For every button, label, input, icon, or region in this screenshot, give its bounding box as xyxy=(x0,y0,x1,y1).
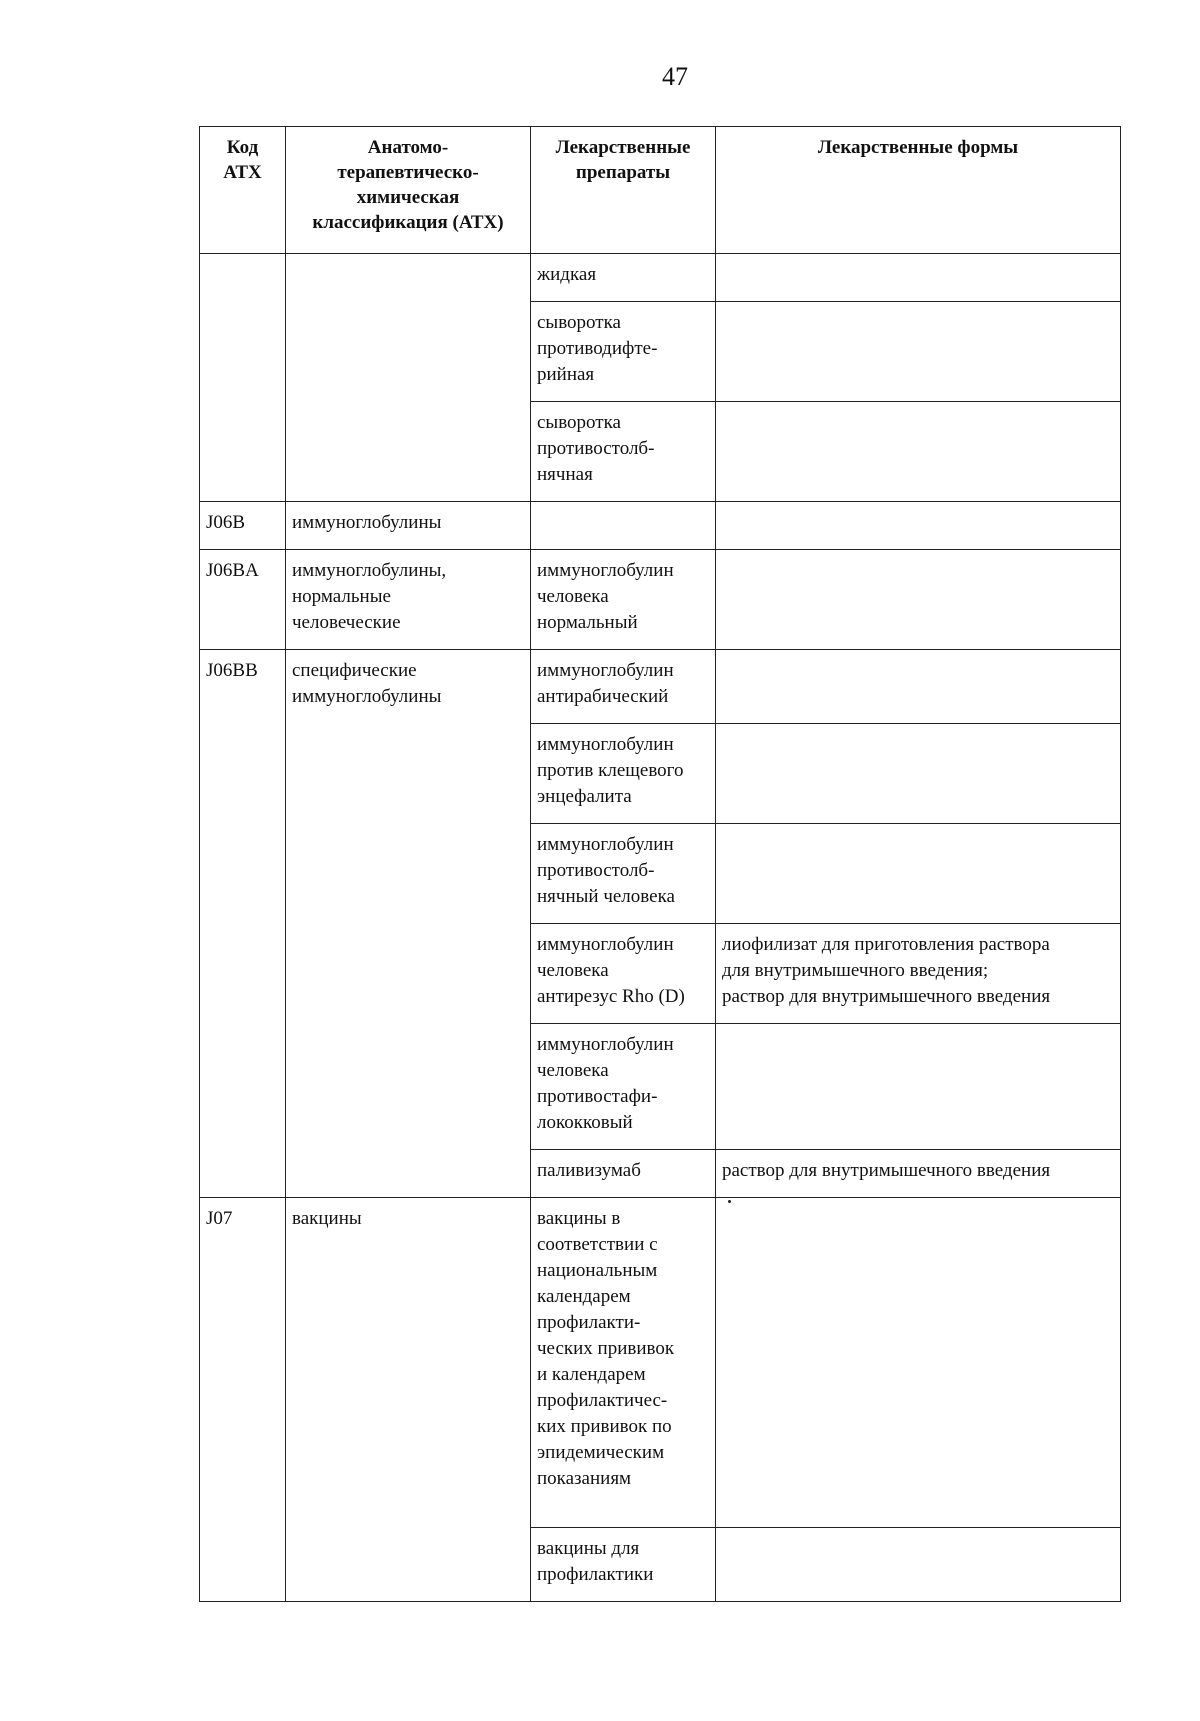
classification-cell: иммуноглобулины xyxy=(286,502,531,550)
page-number: 47 xyxy=(662,62,688,91)
drug-cell: паливизумаб xyxy=(531,1150,716,1198)
classification-cell: специфические иммуноглобулины xyxy=(286,650,531,1198)
table-row xyxy=(200,650,1121,724)
form-cell xyxy=(716,302,1121,402)
form-cell xyxy=(716,724,1121,824)
form-cell xyxy=(716,254,1121,302)
drug-cell xyxy=(531,502,716,550)
drug-cell: иммуноглобулин антирабический xyxy=(531,650,716,724)
table-row xyxy=(200,1198,1121,1528)
drug-cell: жидкая xyxy=(531,254,716,302)
table-row xyxy=(200,254,1121,302)
drug-cell: вакцины для профилактики xyxy=(531,1528,716,1602)
classification-cell: вакцины xyxy=(286,1198,531,1602)
scan-speck xyxy=(728,1200,731,1203)
drug-cell: иммуноглобулин человека нормальный xyxy=(531,550,716,650)
form-cell xyxy=(716,502,1121,550)
drug-cell: иммуноглобулин человека противостафи- лококковый xyxy=(531,1024,716,1150)
table-header-row xyxy=(200,127,1121,254)
drug-cell: сыворотка противостолб- нячная xyxy=(531,402,716,502)
classification-cell: иммуноглобулины, нормальные человеческие xyxy=(286,550,531,650)
header-drugs: Лекарственные препараты xyxy=(531,127,716,254)
drug-cell: иммуноглобулин человека антирезус Rho (D) xyxy=(531,924,716,1024)
code-cell: J06BA xyxy=(200,550,286,650)
drug-cell: иммуноглобулин противостолб- нячный человека xyxy=(531,824,716,924)
form-cell xyxy=(716,550,1121,650)
header-code: Код АТХ xyxy=(200,127,286,254)
drug-cell: вакцины в соответствии с национальным календарем профилакти- ческих прививок и календарем профилактичес- ких прививок по эпидемическим показаниям xyxy=(531,1198,716,1528)
form-cell xyxy=(716,1528,1121,1602)
drug-cell: иммуноглобулин против клещевого энцефалита xyxy=(531,724,716,824)
table-row xyxy=(200,502,1121,550)
form-cell xyxy=(716,650,1121,724)
form-cell xyxy=(716,1198,1121,1528)
header-classification: Анатомо- терапевтическо- химическая классификация (АТХ) xyxy=(286,127,531,254)
form-cell xyxy=(716,1024,1121,1150)
code-cell: J06BB xyxy=(200,650,286,1198)
code-cell: J06B xyxy=(200,502,286,550)
form-cell xyxy=(716,402,1121,502)
form-cell: лиофилизат для приготовления раствора для внутримышечного введения; раствор для внутримышечного введения xyxy=(716,924,1121,1024)
code-cell: J07 xyxy=(200,1198,286,1602)
form-cell xyxy=(716,824,1121,924)
drug-cell: сыворотка противодифте- рийная xyxy=(531,302,716,402)
form-cell: раствор для внутримышечного введения xyxy=(716,1150,1121,1198)
header-forms: Лекарственные формы xyxy=(716,127,1121,254)
code-cell xyxy=(200,254,286,502)
atc-drug-table xyxy=(199,126,1121,1602)
table-row xyxy=(200,550,1121,650)
classification-cell xyxy=(286,254,531,502)
